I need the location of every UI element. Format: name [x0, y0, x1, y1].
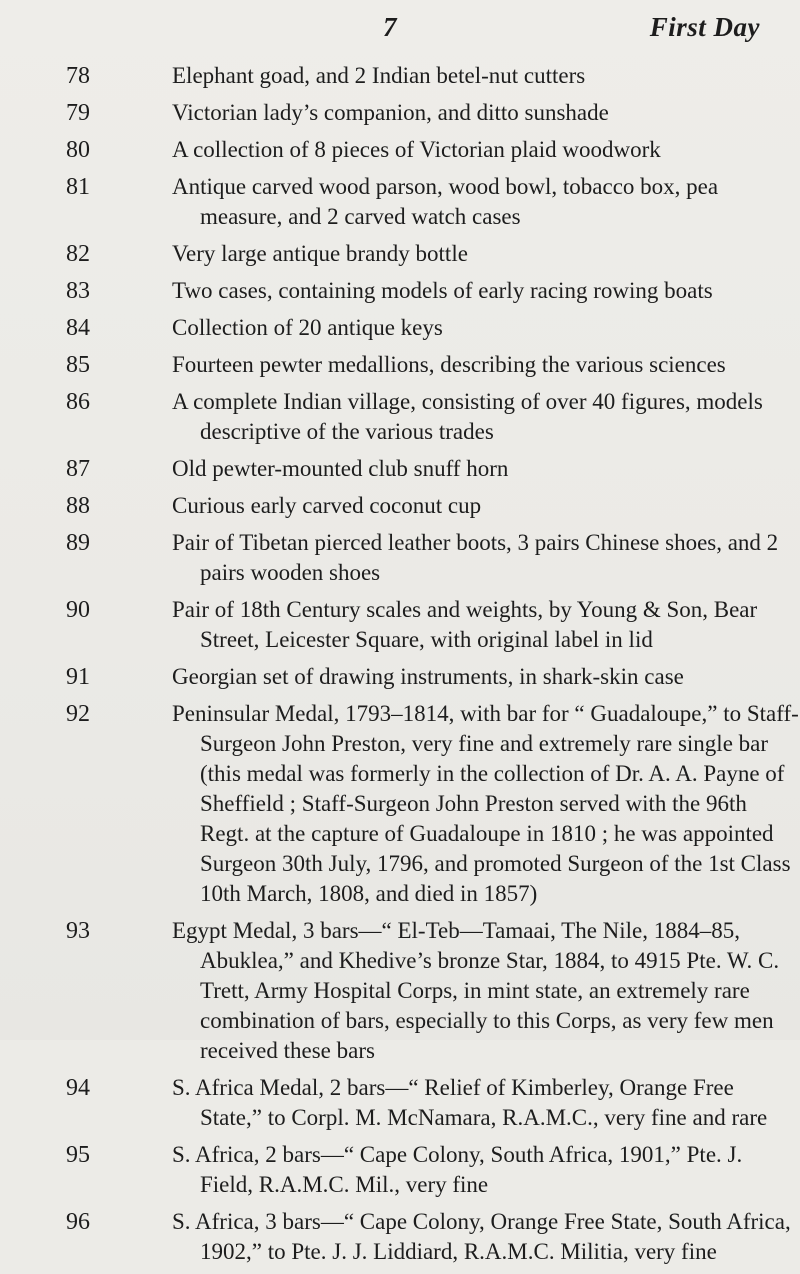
lot-number: 91 — [66, 664, 90, 690]
lot-entry — [0, 239, 800, 269]
lot-description: A complete Indian village, consisting of over 40 figures, models descriptive of the various trades — [172, 389, 763, 444]
lot-entry — [0, 662, 800, 692]
lot-number: 93 — [66, 918, 90, 944]
lot-number: 94 — [66, 1075, 90, 1101]
lot-description: Victorian lady’s companion, and ditto sunshade — [172, 100, 609, 125]
lot-description: Antique carved wood parson, wood bowl, tobacco box, pea measure, and 2 carved watch cases — [172, 174, 719, 229]
lot-number: 90 — [66, 597, 90, 623]
lot-description: Georgian set of drawing instruments, in shark-skin case — [172, 664, 684, 689]
lot-number: 89 — [66, 530, 90, 556]
lot-description: Peninsular Medal, 1793–1814, with bar for “ Guadaloupe,” to Staff-Surgeon John Preston, very fine and extremely rare single bar (this medal was formerly in the collection of Dr. A. A. Payne of Sheffield ; Staff-Surgeon John Preston served with the 96th Regt. at the capture of Guadaloupe in 1810 ; he was appointed Surgeon 30th July, 1796, and promoted Surgeon of the 1st Class 10th March, 1808, and died in 1857) — [172, 701, 799, 906]
lot-number: 95 — [66, 1142, 90, 1168]
lot-number: 85 — [66, 352, 90, 378]
lot-list — [0, 61, 800, 1274]
lot-entry — [0, 1140, 800, 1200]
lot-entry — [0, 387, 800, 447]
lot-description: Egypt Medal, 3 bars—“ El-Teb—Tamaai, The Nile, 1884–85, Abuklea,” and Khedive’s bronze Star, 1884, to 4915 Pte. W. C. Trett, Army Hospital Corps, in mint state, an extremely rare combination of bars, especially to this Corps, as very few men received these bars — [172, 918, 780, 1063]
lot-entry — [0, 528, 800, 588]
lot-number: 96 — [66, 1209, 90, 1235]
lot-description: Curious early carved coconut cup — [172, 493, 482, 518]
lot-entry — [0, 916, 800, 1066]
lot-description: Two cases, containing models of early racing rowing boats — [172, 278, 713, 303]
lot-description: Collection of 20 antique keys — [172, 315, 443, 340]
lot-number: 83 — [66, 278, 90, 304]
lot-description: Pair of 18th Century scales and weights, by Young & Son, Bear Street, Leicester Square, with original label in lid — [172, 597, 758, 652]
lot-description: Fourteen pewter medallions, describing the various sciences — [172, 352, 726, 377]
lot-number: 84 — [66, 315, 90, 341]
lot-description: S. Africa, 3 bars—“ Cape Colony, Orange Free State, South Africa, 1902,” to Pte. J. J. Liddiard, R.A.M.C. Militia, very fine — [172, 1209, 791, 1264]
lot-number: 87 — [66, 456, 90, 482]
lot-description: Pair of Tibetan pierced leather boots, 3 pairs Chinese shoes, and 2 pairs wooden shoes — [172, 530, 779, 585]
lot-description: Old pewter-mounted club snuff horn — [172, 456, 509, 481]
lot-entry — [0, 699, 800, 909]
lot-description: S. Africa, 2 bars—“ Cape Colony, South Africa, 1901,” Pte. J. Field, R.A.M.C. Mil., very fine — [172, 1142, 743, 1197]
lot-entry — [0, 61, 800, 91]
lot-entry — [0, 595, 800, 655]
lot-entry — [0, 172, 800, 232]
running-head: First Day — [649, 12, 760, 42]
lot-description: Very large antique brandy bottle — [172, 241, 468, 266]
page-number: 7 — [383, 12, 397, 42]
lot-description: S. Africa Medal, 2 bars—“ Relief of Kimberley, Orange Free State,” to Corpl. M. McNamara, R.A.M.C., very fine and rare — [172, 1075, 768, 1130]
lot-description: A collection of 8 pieces of Victorian plaid woodwork — [172, 137, 661, 162]
lot-entry — [0, 98, 800, 128]
lot-number: 86 — [66, 389, 90, 415]
lot-number: 79 — [66, 100, 90, 126]
lot-number: 78 — [66, 63, 90, 89]
lot-number: 92 — [66, 701, 90, 727]
lot-entry — [0, 350, 800, 380]
lot-entry — [0, 454, 800, 484]
lot-number: 81 — [66, 174, 90, 200]
lot-entry — [0, 1073, 800, 1133]
lot-entry — [0, 1207, 800, 1267]
lot-entry — [0, 313, 800, 343]
lot-entry — [0, 491, 800, 521]
lot-description: Elephant goad, and 2 Indian betel-nut cutters — [172, 63, 586, 88]
lot-number: 88 — [66, 493, 90, 519]
lot-number: 82 — [66, 241, 90, 267]
lot-number: 80 — [66, 137, 90, 163]
lot-entry — [0, 135, 800, 165]
page-header — [0, 12, 800, 44]
lot-entry — [0, 276, 800, 306]
